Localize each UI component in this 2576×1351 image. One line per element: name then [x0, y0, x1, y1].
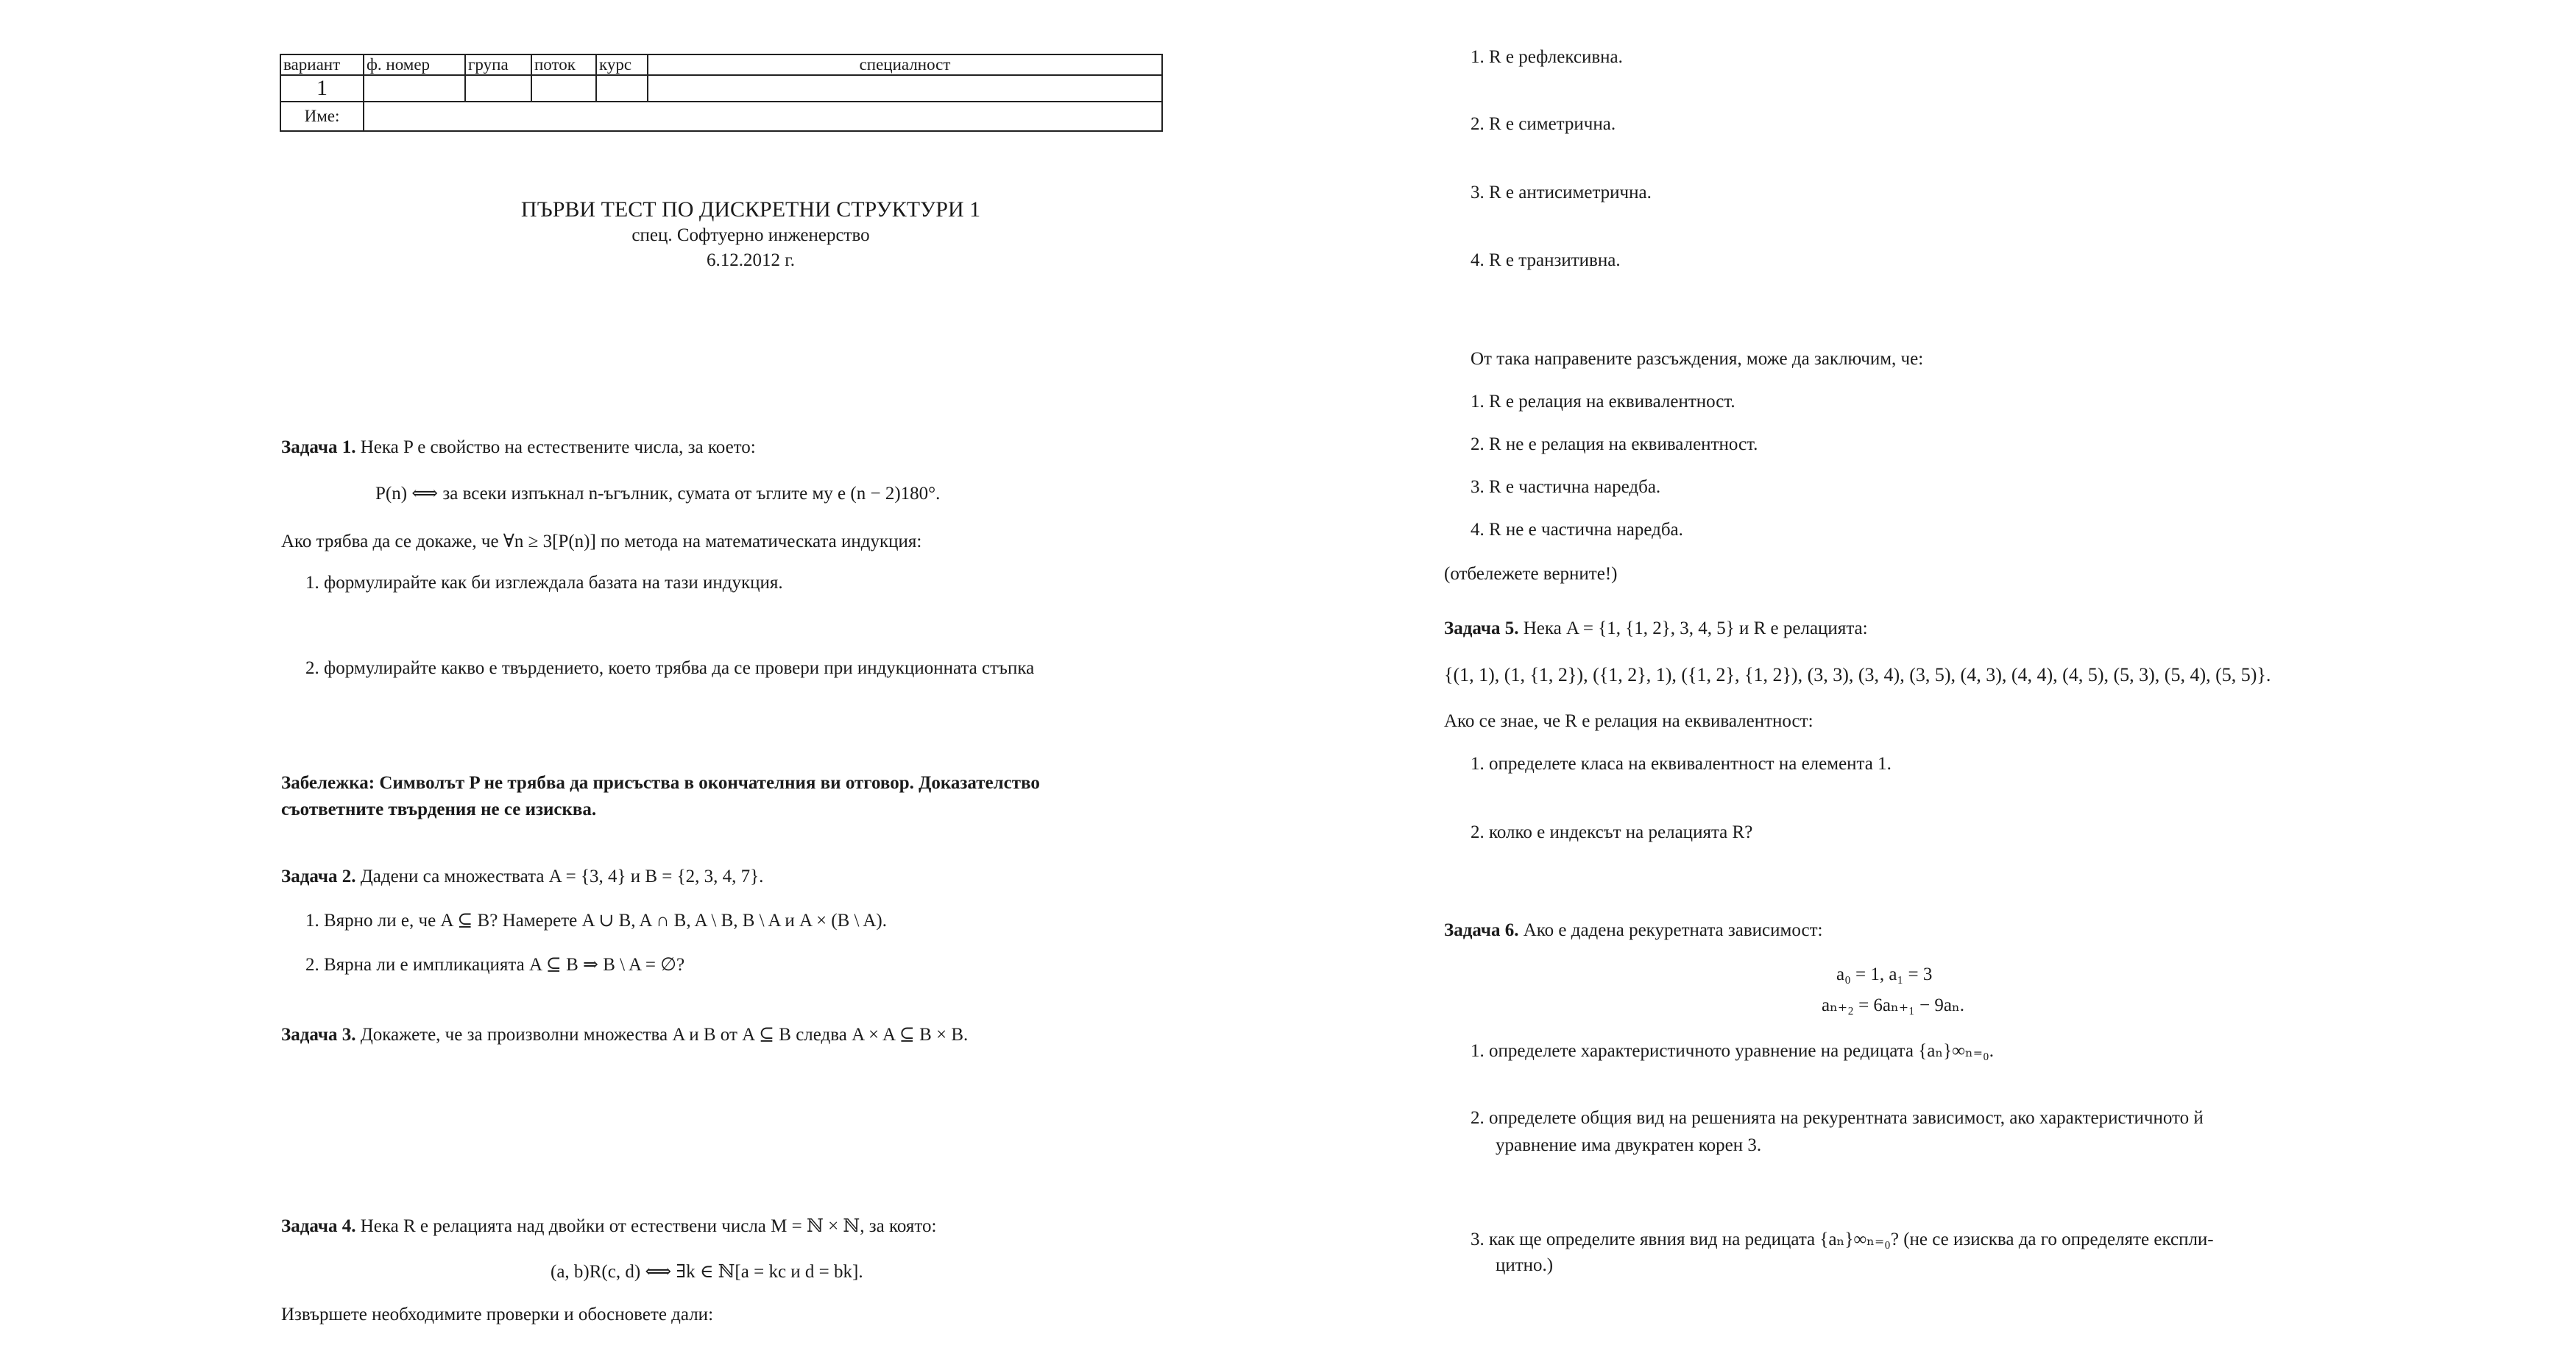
- task2-line: [281, 867, 763, 887]
- header-group: група: [465, 54, 531, 75]
- task2-heading: Задача 2.: [281, 867, 356, 886]
- task6-item-3-line2: цитно.): [1496, 1255, 1554, 1275]
- header-course: курс: [596, 54, 648, 75]
- task6-eq1: a₀ = 1, a₁ = 3: [1836, 964, 1933, 984]
- header-stream: поток: [531, 54, 596, 75]
- task4-line: [281, 1215, 936, 1237]
- header-fnumber: ф. номер: [364, 54, 465, 75]
- task4-mark-correct: (отбележете верните!): [1444, 564, 1618, 584]
- fnumber-cell[interactable]: [364, 75, 465, 102]
- course-cell[interactable]: [596, 75, 648, 102]
- task2-intro: Дадени са множествата A = {3, 4} и B = {2, 3, 4, 7}.: [360, 867, 764, 886]
- variant-value: 1: [280, 75, 364, 102]
- task6-intro: Ако е дадена рекуретната зависимост:: [1523, 920, 1823, 940]
- header-variant: вариант: [280, 54, 364, 75]
- note-line-2: съответните твърдения не се изисква.: [281, 800, 597, 819]
- task4-conclusion-intro: От така направените разсъждения, може да заключим, че:: [1471, 349, 1924, 369]
- task2-item-1: 1. Вярно ли е, че A ⊆ B? Намерете A ∪ B, A ∩ B, A \ B, B \ A и A × (B \ A).: [305, 911, 888, 931]
- group-cell[interactable]: [465, 75, 531, 102]
- task5-item-2: 2. колко е индексът на релацията R?: [1471, 822, 1753, 842]
- task4-check-3: 3. R е антисиметрична.: [1471, 183, 1652, 202]
- task5-line: [1444, 618, 1868, 639]
- task1-item-1: 1. формулирайте как би изглеждала базата на тази индукция.: [305, 573, 783, 593]
- name-cell[interactable]: [364, 102, 1162, 131]
- task5-intro: Нека A = {1, {1, 2}, 3, 4, 5} и R е релацията:: [1523, 618, 1868, 638]
- task1-heading: Задача 1.: [281, 437, 356, 457]
- right-page: [1288, 0, 2576, 1351]
- task5-relation: {(1, 1), (1, {1, 2}), ({1, 2}, 1), ({1, 2}, {1, 2}), (3, 3), (3, 4), (3, 5), (4, 3), (4, 4), (4, 5), (5, 3), (5, 4), (5, 5)}.: [1444, 664, 2271, 685]
- name-label: Име:: [280, 102, 364, 131]
- stream-cell[interactable]: [531, 75, 596, 102]
- task4-conclusion-2: 2. R не е релация на еквивалентност.: [1471, 434, 1758, 454]
- header-specialty: специалност: [648, 54, 1162, 75]
- task3-line: [281, 1023, 968, 1045]
- task1-intro: Нека P е свойство на естествените числа, за което:: [360, 437, 756, 457]
- task1-question: Ако трябва да се докаже, че ∀n ≥ 3[P(n)] по метода на математическата индукция:: [281, 532, 922, 551]
- task6-heading: Задача 6.: [1444, 920, 1519, 940]
- task3-text: Докажете, че за произволни множества A и B от A ⊆ B следва A × A ⊆ B × B.: [360, 1025, 969, 1045]
- task5-item-1: 1. определете класа на еквивалентност на елемента 1.: [1471, 754, 1892, 774]
- task4-conclusion-1: 1. R е релация на еквивалентност.: [1471, 392, 1735, 412]
- task5-heading: Задача 5.: [1444, 618, 1519, 638]
- task4-conclusion-4: 4. R не е частична наредба.: [1471, 520, 1683, 540]
- page-subtitle: спец. Софтуерно инженерство: [631, 225, 870, 245]
- task1-item-2: 2. формулирайте какво е твърдението, което трябва да се провери при индукционната стъпка: [305, 658, 1035, 678]
- task4-heading: Задача 4.: [281, 1216, 356, 1236]
- task3-heading: Задача 3.: [281, 1025, 356, 1045]
- task6-item-1: 1. определете характеристичното уравнение на редицата {aₙ}∞ₙ₌₀.: [1471, 1041, 1994, 1061]
- task1-line: [281, 437, 756, 458]
- task6-item-3-line1: 3. как ще определите явния вид на редицата {aₙ}∞ₙ₌₀? (не се изисква да го определяте експли-: [1471, 1230, 2214, 1249]
- task4-question: Извършете необходимите проверки и обосновете дали:: [281, 1305, 714, 1324]
- task4-check-1: 1. R е рефлексивна.: [1471, 47, 1623, 67]
- task5-question: Ако се знае, че R е релация на еквивалентност:: [1444, 711, 1814, 731]
- task4-check-4: 4. R е транзитивна.: [1471, 250, 1621, 270]
- page-date: 6.12.2012 г.: [707, 250, 795, 270]
- task4-intro: Нека R е релацията над двойки от естествени числа M = ℕ × ℕ, за която:: [360, 1216, 937, 1236]
- task6-item-2-line2: уравнение има двукратен корен 3.: [1496, 1135, 1762, 1155]
- task1-formula: P(n) ⟺ за всеки изпъкнал n-ъгълник, сумата от ъглите му е (n − 2)180°.: [375, 484, 941, 504]
- task4-formula: (a, b)R(c, d) ⟺ ∃k ∈ ℕ[a = kc и d = bk].: [551, 1262, 863, 1282]
- task6-item-2-line1: 2. определете общия вид на решенията на рекурентната зависимост, ако характеристичното й: [1471, 1108, 2204, 1128]
- header-table: [280, 54, 1163, 132]
- task4-conclusion-3: 3. R е частична наредба.: [1471, 477, 1661, 497]
- task4-check-2: 2. R е симетрична.: [1471, 114, 1616, 134]
- specialty-cell[interactable]: [648, 75, 1162, 102]
- task6-eq2: aₙ₊₂ = 6aₙ₊₁ − 9aₙ.: [1822, 995, 1965, 1015]
- page-title: ПЪРВИ ТЕСТ ПО ДИСКРЕТНИ СТРУКТУРИ 1: [520, 197, 981, 222]
- task6-line: [1444, 920, 1822, 941]
- task2-item-2: 2. Вярна ли е импликацията A ⊆ B ⇒ B \ A = ∅?: [305, 955, 685, 975]
- note-line-1: Забележка: Символът P не трябва да присъства в окончателния ви отговор. Доказателство: [281, 773, 1040, 793]
